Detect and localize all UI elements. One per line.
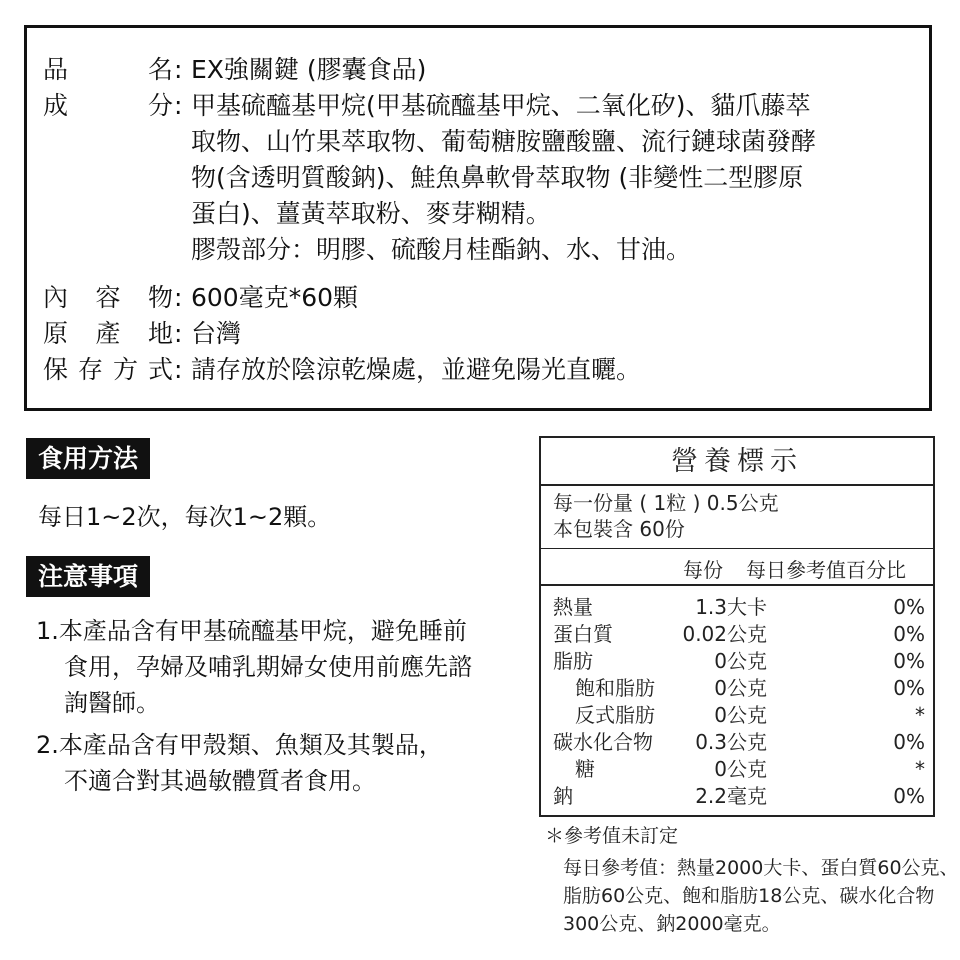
- nutrition-table: [539, 436, 935, 817]
- nutrient-daily-pct: *: [915, 703, 925, 727]
- nutrition-row: [541, 675, 933, 702]
- nutrient-name: 蛋白質: [553, 622, 613, 646]
- divider: [541, 484, 933, 486]
- nutrient-amount: 0公克: [714, 703, 767, 727]
- nutrient-amount: 0.3公克: [695, 730, 767, 754]
- nutrition-row: [541, 621, 933, 648]
- nutrient-name: 糖: [575, 757, 595, 781]
- nutrition-row: [541, 702, 933, 729]
- nutrient-amount: 0公克: [714, 676, 767, 700]
- nutrition-title: 營養標示: [671, 446, 803, 477]
- nutrient-amount: 2.2毫克: [695, 784, 767, 808]
- reference-line: 每日參考值：熱量2000大卡、蛋白質60公克、: [563, 857, 959, 879]
- divider: [541, 548, 933, 549]
- nutrient-name: 飽和脂肪: [575, 676, 655, 700]
- nutrient-name: 反式脂肪: [575, 703, 655, 727]
- notes-title: 注意事項: [26, 556, 150, 597]
- usage-text: 每日1~2次，每次1~2顆。: [38, 503, 332, 531]
- nutrient-name: 脂肪: [553, 649, 593, 673]
- nutrition-row: [541, 594, 933, 621]
- note-line: 2.本產品含有甲殼類、魚類及其製品，: [36, 731, 443, 759]
- label-storage: 保 存 方 式: [43, 355, 173, 384]
- label-contents: 內 容 物: [43, 283, 173, 312]
- nutrient-daily-pct: 0%: [893, 784, 925, 808]
- nutrition-row: [541, 756, 933, 783]
- storage-value: 請存放於陰涼乾燥處，並避免陽光直曬。: [191, 355, 642, 384]
- note-line: 不適合對其過敏體質者食用。: [64, 767, 376, 795]
- nutrient-amount: 1.3大卡: [695, 595, 767, 619]
- serving-size: 每一份量 ( 1粒 ) 0.5公克: [553, 491, 779, 515]
- note-line: 詢醫師。: [64, 689, 160, 717]
- product-info-box: 品 名 : EX強關鍵 (膠囊食品) 成 分 : 甲基硫醯基甲烷(甲基硫醯基甲烷、二氧化矽)、貓爪藤萃 取物、山竹果萃取物、葡萄糖胺鹽酸鹽、流行鏈球菌發酵 物(含透明質酸鈉)、鮭魚鼻軟骨萃取物 (非變性二型膠原 蛋白)、薑黃萃取粉、麥芽糊精。 膠殼部分：明膠、硫酸月桂酯鈉、水、甘油。 內 容 物 : 600毫克*60顆 原 產 地 : 台灣 保 存 方 式 : 請存放於陰涼乾燥處，並避免陽光直曬。: [24, 25, 932, 411]
- reference-line: 300公克、鈉2000毫克。: [563, 913, 781, 935]
- origin-value: 台灣: [191, 319, 242, 348]
- nutrient-name: 熱量: [553, 595, 593, 619]
- nutrition-row: [541, 729, 933, 756]
- nutrient-daily-pct: 0%: [893, 730, 925, 754]
- nutrient-daily-pct: 0%: [893, 595, 925, 619]
- nutrient-name: 碳水化合物: [553, 730, 653, 754]
- divider: [541, 584, 933, 586]
- label-origin: 原 產 地: [43, 319, 173, 348]
- nutrition-row: [541, 648, 933, 675]
- col-per-serving: 每份: [683, 558, 723, 582]
- footnote-not-established: ＊參考值未訂定: [545, 825, 679, 847]
- contents-value: 600毫克*60顆: [191, 283, 359, 312]
- note-line: 1.本產品含有甲基硫醯基甲烷，避免睡前: [36, 617, 467, 645]
- servings-per-package: 本包裝含 60份: [553, 517, 685, 541]
- nutrient-amount: 0公克: [714, 757, 767, 781]
- usage-title: 食用方法: [26, 438, 150, 479]
- note-line: 食用，孕婦及哺乳期婦女使用前應先諮: [64, 653, 472, 681]
- reference-line: 脂肪60公克、飽和脂肪18公克、碳水化合物: [563, 885, 935, 907]
- label-ingredients: 成 分: [43, 91, 173, 120]
- nutrient-amount: 0公克: [714, 649, 767, 673]
- nutrient-daily-pct: *: [915, 757, 925, 781]
- nutrient-daily-pct: 0%: [893, 649, 925, 673]
- nutrient-daily-pct: 0%: [893, 622, 925, 646]
- col-daily-pct: 每日參考值百分比: [746, 558, 906, 582]
- ingredients-text: 甲基硫醯基甲烷(甲基硫醯基甲烷、二氧化矽)、貓爪藤萃 取物、山竹果萃取物、葡萄糖胺鹽酸鹽、流行鏈球菌發酵 物(含透明質酸鈉)、鮭魚鼻軟骨萃取物 (非變性二型膠原 蛋白)、薑黃萃取粉、麥芽糊精。 膠殼部分：明膠、硫酸月桂酯鈉、水、甘油。: [191, 91, 817, 264]
- nutrient-name: 鈉: [553, 784, 573, 808]
- nutrition-row: [541, 783, 933, 810]
- nutrient-daily-pct: 0%: [893, 676, 925, 700]
- nutrient-amount: 0.02公克: [682, 622, 767, 646]
- label-name: 品 名: [43, 55, 173, 84]
- product-name: EX強關鍵 (膠囊食品): [191, 55, 427, 84]
